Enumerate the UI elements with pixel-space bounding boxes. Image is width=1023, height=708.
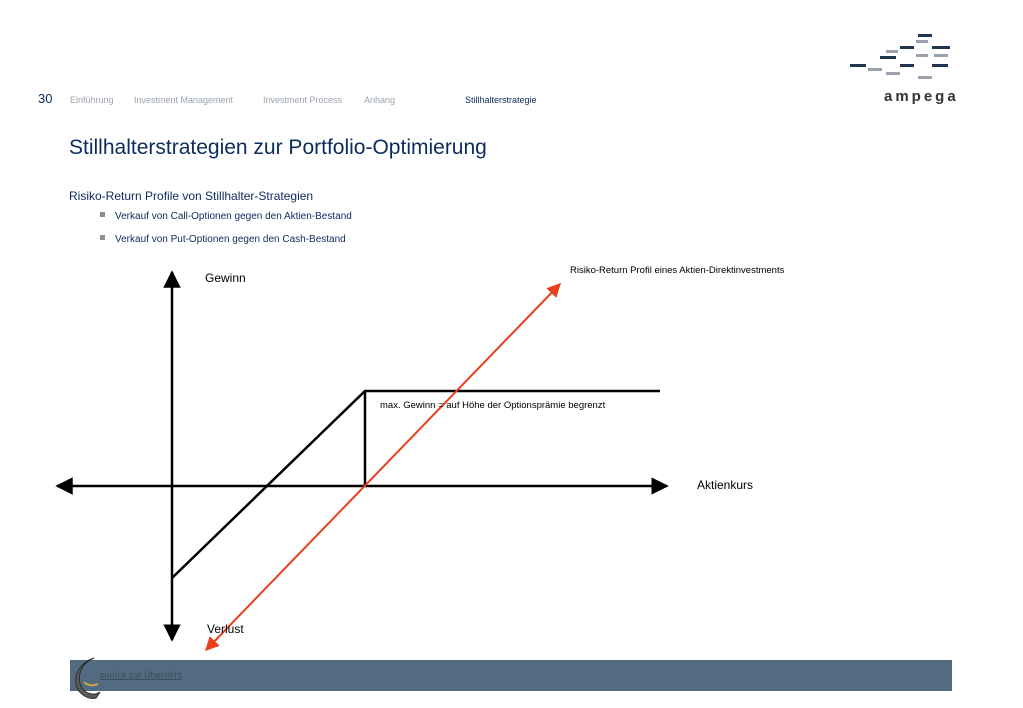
nav-item-einfuehrung[interactable]: Einführung <box>70 95 114 105</box>
direct-investment-line <box>206 284 560 650</box>
y-axis-bottom-label: Verlust <box>207 622 244 636</box>
max-profit-annotation: max. Gewinn = auf Höhe der Optionsprämie begrenzt <box>380 400 606 411</box>
y-axis-top-label: Gewinn <box>205 271 246 285</box>
footer-bar <box>70 660 952 691</box>
bullet-text: Verkauf von Put-Optionen gegen den Cash-Bestand <box>115 234 346 245</box>
covered-call-payoff-line <box>172 391 660 578</box>
direct-investment-label: Risiko-Return Profil eines Aktien-Direktinvestments <box>570 265 785 276</box>
page-title: Stillhalterstrategien zur Portfolio-Optimierung <box>69 136 487 159</box>
x-axis-label: Aktienkurs <box>697 478 754 492</box>
nav-item-investment-process[interactable]: Investment Process <box>263 95 343 105</box>
nav-item-stillhalterstrategie[interactable]: Stillhalterstrategie <box>465 95 537 105</box>
ampega-logo-text: ampega <box>884 88 959 105</box>
back-to-overview-link[interactable]: zurück zur Übersicht <box>100 670 183 680</box>
section-subtitle: Risiko-Return Profile von Stillhalter-Strategien <box>69 189 314 203</box>
nav-item-anhang[interactable]: Anhang <box>364 95 396 105</box>
nav-item-investment-management[interactable]: Investment Management <box>134 95 234 105</box>
bullet-text: Verkauf von Call-Optionen gegen den Aktien-Bestand <box>115 211 352 222</box>
page-number: 30 <box>38 91 53 106</box>
